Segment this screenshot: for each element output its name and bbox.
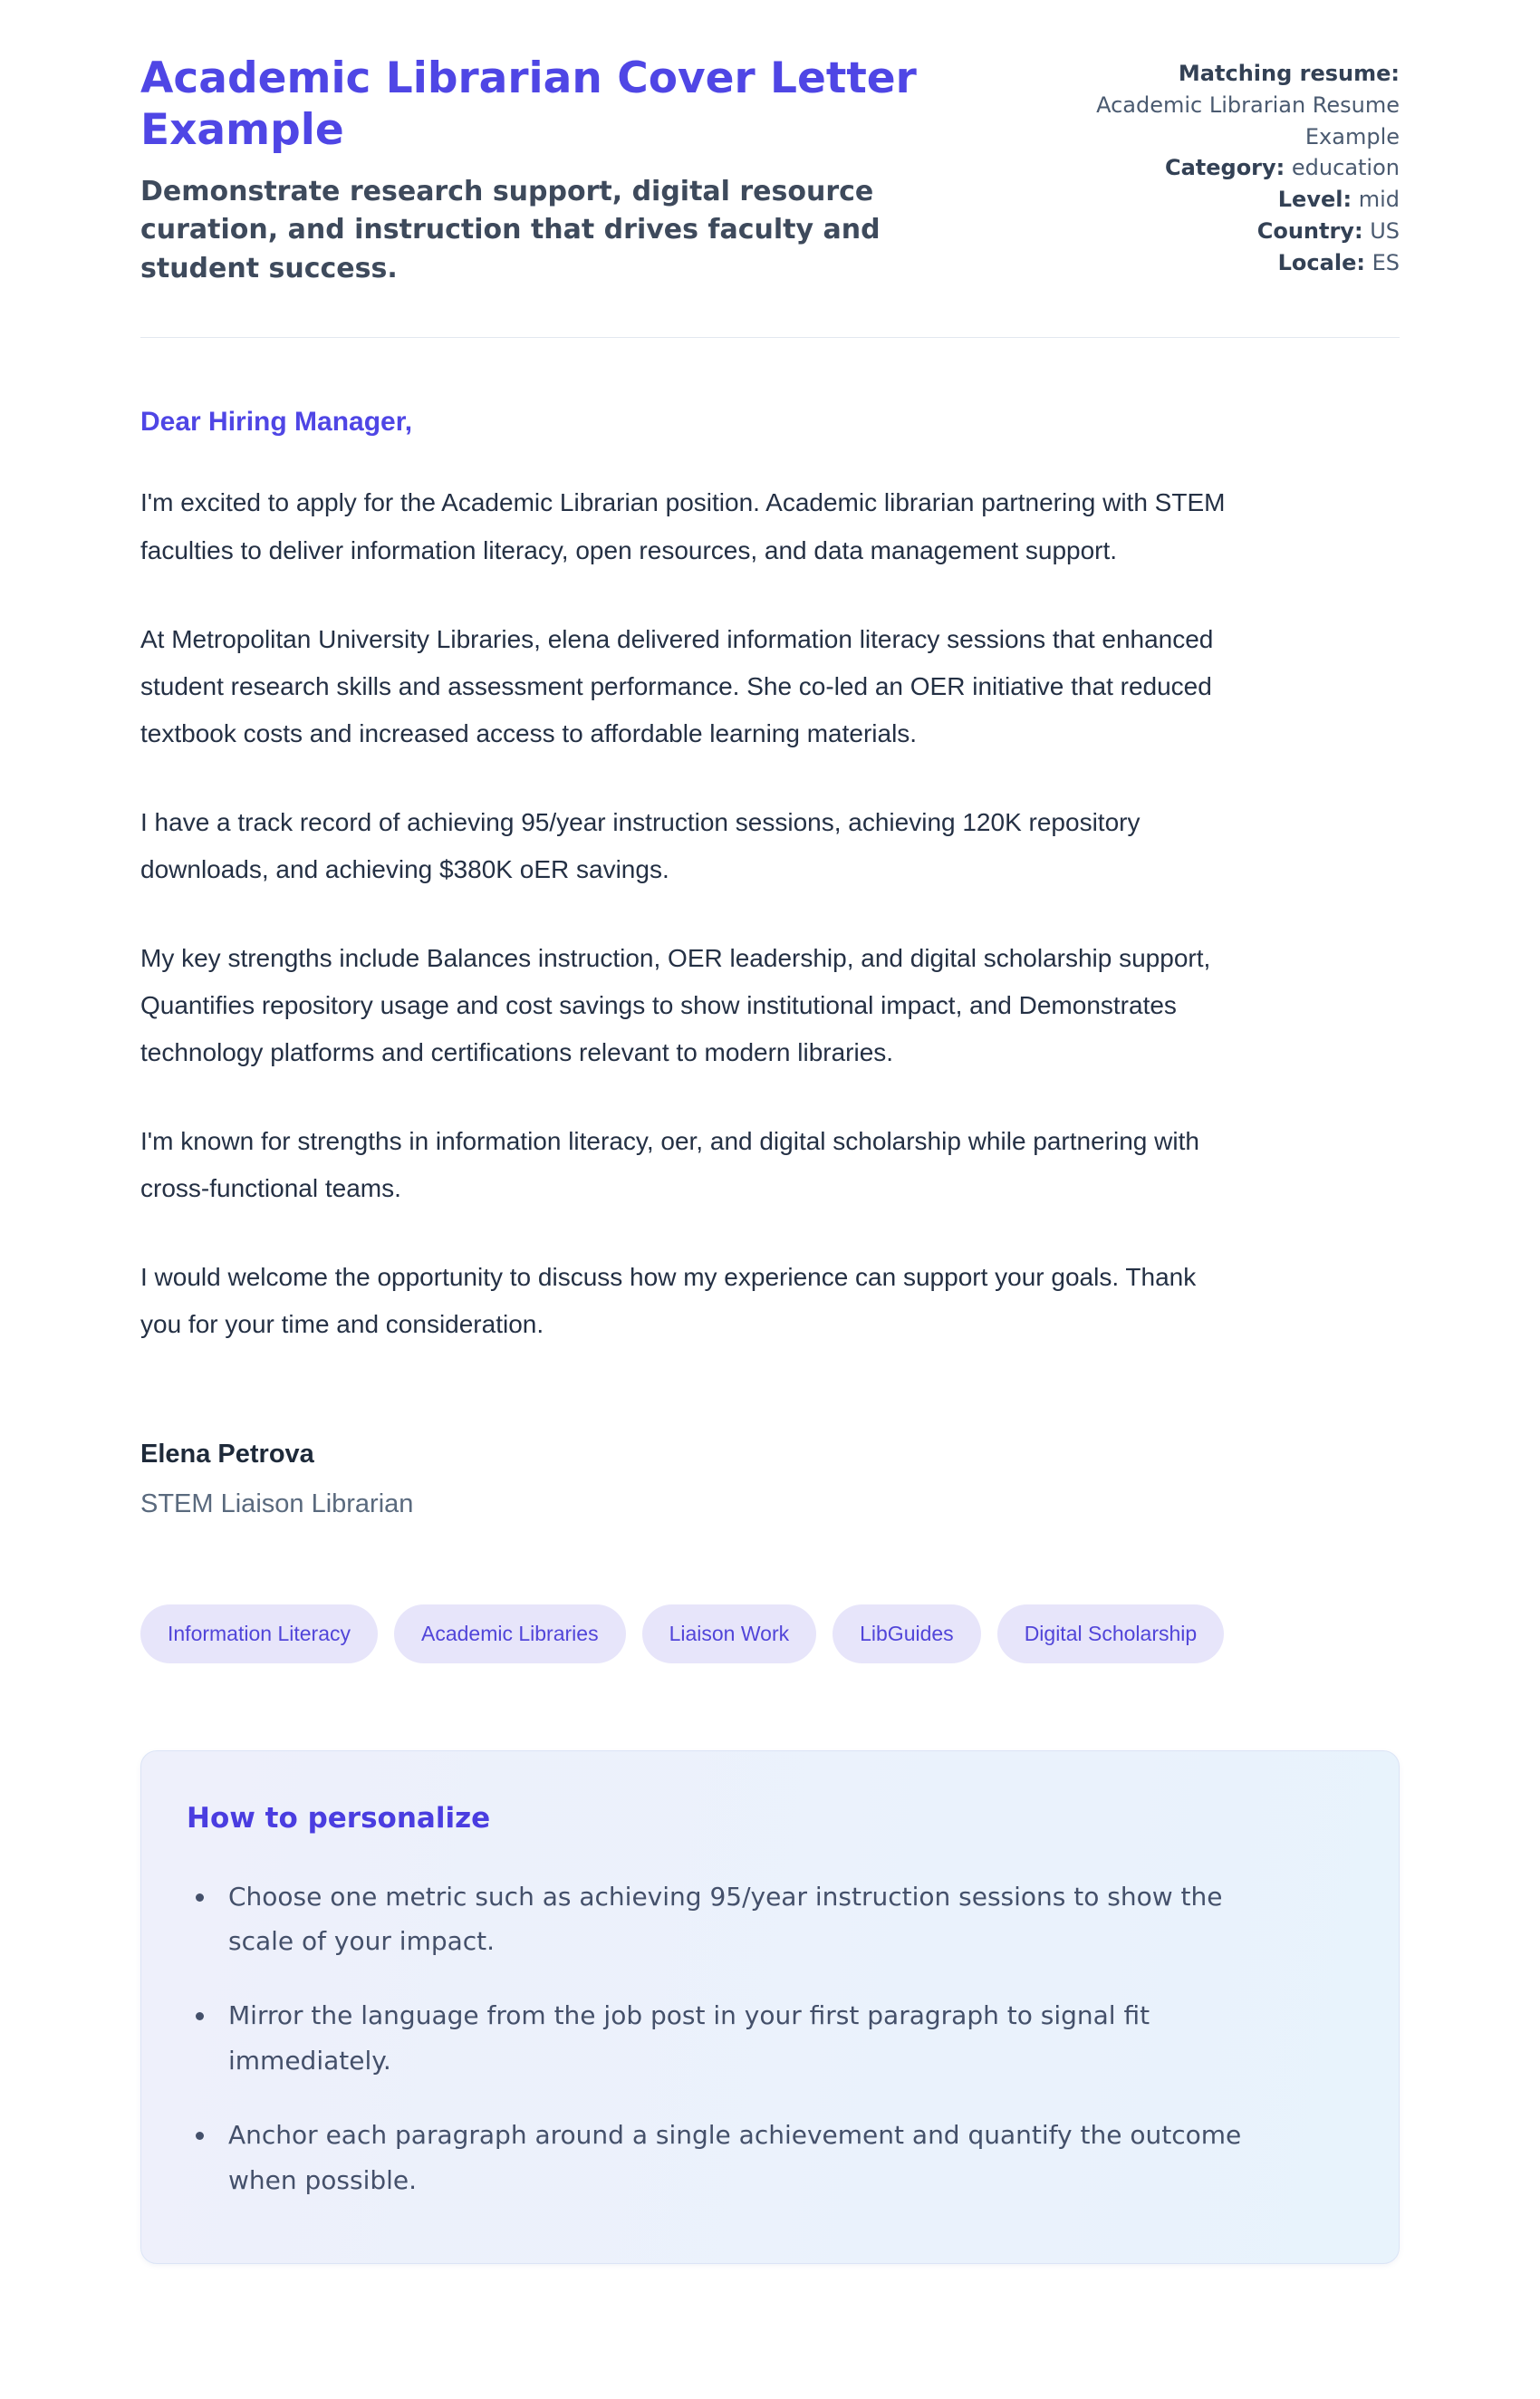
header-titles	[140, 53, 1073, 288]
personalize-bullet: • Mirror the language from the job post in your first paragraph to signal fit immediately.	[217, 1993, 1295, 2084]
letter-paragraph: I would welcome the opportunity to discuss how my experience can support your goals. Thank you for your time and consideration.	[140, 1263, 1197, 1339]
signature-role: STEM Liaison Librarian	[140, 1489, 414, 1518]
tag-libguides[interactable]: LibGuides	[833, 1604, 981, 1663]
meta-locale: Locale: ES	[1277, 249, 1400, 275]
meta-category: Category: education	[1164, 155, 1400, 181]
personalize-bullet: • Anchor each paragraph around a single achievement and quantify the outcome when possible.	[217, 2113, 1295, 2203]
letter-paragraph: I have a track record of achieving 95/year instruction sessions, achieving 120K repository downloads, and achieving $380K oER savings.	[140, 807, 1141, 883]
page-subtitle: Demonstrate research support, digital resource curation, and instruction that drives faculty and student success.	[140, 175, 881, 284]
meta-matching-resume-label: Matching resume:	[1178, 61, 1400, 86]
meta-panel	[1073, 53, 1400, 279]
meta-matching-resume-value: Academic Librarian Resume Example	[1096, 92, 1400, 149]
tag-information-literacy[interactable]: Information Literacy	[140, 1604, 378, 1663]
signature-name: Elena Petrova	[140, 1439, 314, 1469]
salutation: Dear Hiring Manager,	[140, 407, 413, 438]
personalize-box	[140, 1750, 1400, 2264]
letter-paragraph: At Metropolitan University Libraries, elena delivered information literacy sessions that enhanced student research skills and assessment performance. She co-led an OER initiative that reduced textbook costs and increased access to affordable learning materials.	[140, 624, 1214, 747]
page-title: Academic Librarian Cover Letter Example	[140, 53, 917, 156]
letter-paragraph: I'm excited to apply for the Academic Librarian position. Academic librarian partnering with STEM faculties to deliver information literacy, open resources, and data management support.	[140, 488, 1226, 564]
tag-list	[140, 1604, 1400, 1663]
personalize-bullet: • Choose one metric such as achieving 95/year instruction sessions to show the scale of your impact.	[217, 1874, 1295, 1965]
letter-paragraph: My key strengths include Balances instruction, OER leadership, and digital scholarship support, Quantifies repository usage and cost savings to show institutional impact, and Demonstrates technology platforms and certifications relevant to modern libraries.	[140, 943, 1211, 1067]
header	[140, 53, 1400, 288]
letter-paragraph: I'm known for strengths in information literacy, oer, and digital scholarship while partnering with cross-functional teams.	[140, 1127, 1199, 1203]
personalize-heading: How to personalize	[187, 1801, 491, 1835]
meta-level: Level: mid	[1277, 187, 1400, 213]
tag-liaison-work[interactable]: Liaison Work	[642, 1604, 817, 1663]
tag-academic-libraries[interactable]: Academic Libraries	[394, 1604, 626, 1663]
personalize-list	[187, 1874, 1353, 2203]
meta-country: Country: US	[1256, 217, 1400, 244]
cover-letter-page	[140, 0, 1400, 2364]
tag-digital-scholarship[interactable]: Digital Scholarship	[997, 1604, 1224, 1663]
header-divider	[140, 337, 1400, 338]
letter-body	[140, 407, 1400, 1518]
